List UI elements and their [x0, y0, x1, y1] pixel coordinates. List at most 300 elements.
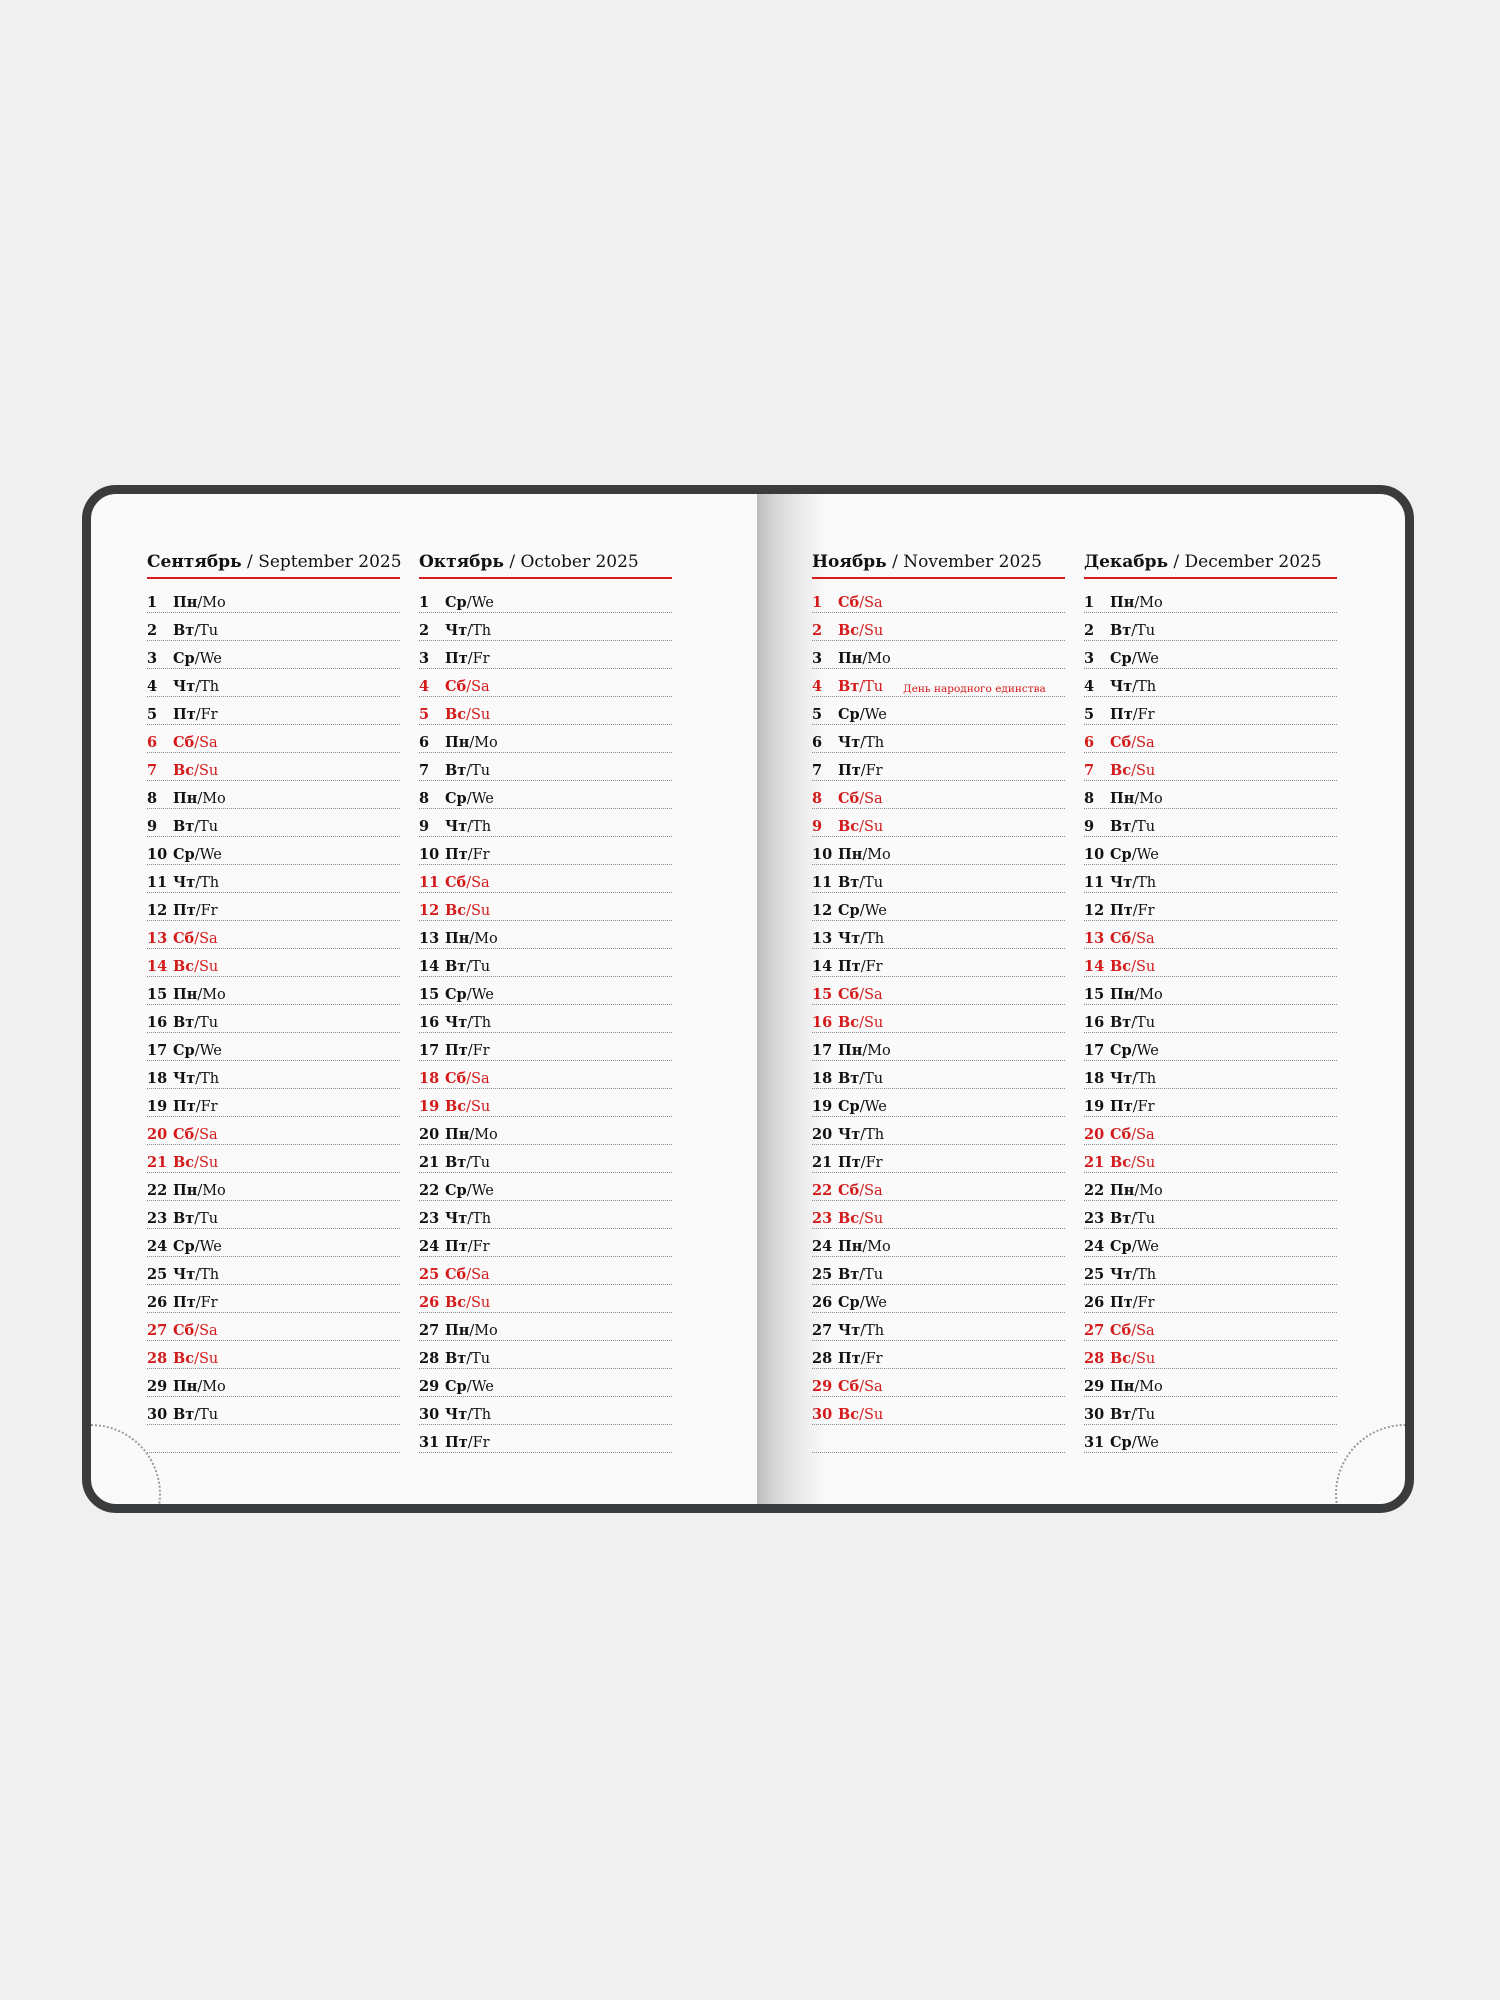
- weekday-ru: Ср: [445, 1182, 467, 1199]
- day-number: 18: [147, 1070, 168, 1087]
- weekday-en: /Mo: [469, 1323, 498, 1339]
- weekday-en: /Mo: [862, 847, 891, 863]
- planner-spread: [82, 485, 1414, 1513]
- day-row: [1084, 697, 1337, 725]
- day-number: 19: [1084, 1098, 1105, 1115]
- day-number: 10: [147, 846, 168, 863]
- day-number: 21: [419, 1154, 440, 1171]
- day-row: [147, 921, 400, 949]
- weekday-ru: Пт: [173, 902, 196, 919]
- weekday-ru: Вт: [445, 1154, 467, 1171]
- weekday-en: /Tu: [194, 819, 219, 835]
- day-number: 17: [1084, 1042, 1105, 1059]
- day-row: [812, 1257, 1065, 1285]
- weekday-en: /Su: [194, 1351, 219, 1367]
- weekday-ru: Сб: [1110, 1126, 1132, 1143]
- day-number: 10: [419, 846, 440, 863]
- weekday-ru: Ср: [173, 846, 195, 863]
- day-row: [812, 1033, 1065, 1061]
- weekday-ru: Вс: [838, 818, 860, 835]
- weekday-en: /Su: [1131, 1351, 1156, 1367]
- weekday-ru: Вт: [445, 1350, 467, 1367]
- day-number: 24: [419, 1238, 440, 1255]
- day-number: 25: [147, 1266, 168, 1283]
- day-row: [147, 1033, 400, 1061]
- weekday-en: /Fr: [1132, 1295, 1155, 1311]
- day-number: 1: [812, 594, 823, 611]
- day-number: 11: [419, 874, 440, 891]
- day-row: [812, 865, 1065, 893]
- left-page: [91, 494, 757, 1504]
- day-number: 6: [147, 734, 158, 751]
- weekday-en: /Th: [195, 1071, 220, 1087]
- weekday-en: /Tu: [1131, 623, 1156, 639]
- weekday-en: /Th: [1132, 1071, 1157, 1087]
- day-row: [812, 1201, 1065, 1229]
- day-number: 29: [812, 1378, 833, 1395]
- day-row: [812, 1173, 1065, 1201]
- weekday-en: /Mo: [197, 1379, 226, 1395]
- day-number: 9: [147, 818, 158, 835]
- weekday-ru: Пн: [173, 1182, 198, 1199]
- weekday-en: /Sa: [1131, 931, 1155, 947]
- day-row: [419, 1145, 672, 1173]
- day-row: [1084, 893, 1337, 921]
- day-number: 6: [419, 734, 430, 751]
- weekday-en: /Th: [195, 679, 220, 695]
- day-number: 29: [1084, 1378, 1105, 1395]
- day-number: 19: [147, 1098, 168, 1115]
- day-row: [147, 1397, 400, 1425]
- day-row: [419, 949, 672, 977]
- day-number: 1: [147, 594, 158, 611]
- day-number: 9: [1084, 818, 1095, 835]
- month-title-ru: Сентябрь: [147, 552, 242, 572]
- weekday-ru: Вс: [838, 1210, 860, 1227]
- day-row: [147, 697, 400, 725]
- weekday-en: /Su: [194, 763, 219, 779]
- day-number: 30: [812, 1406, 833, 1423]
- day-number: 10: [812, 846, 833, 863]
- weekday-ru: Сб: [173, 930, 195, 947]
- weekday-ru: Ср: [173, 650, 195, 667]
- day-row: [147, 725, 400, 753]
- day-number: 1: [1084, 594, 1095, 611]
- day-number: 14: [147, 958, 168, 975]
- day-number: 7: [419, 762, 430, 779]
- weekday-ru: Пн: [1110, 1182, 1135, 1199]
- weekday-ru: Чт: [445, 1210, 468, 1227]
- day-row: [147, 1341, 400, 1369]
- weekday-ru: Пт: [1110, 1294, 1133, 1311]
- weekday-ru: Вт: [1110, 622, 1132, 639]
- day-number: 8: [1084, 790, 1095, 807]
- weekday-ru: Ср: [445, 986, 467, 1003]
- day-row: [147, 1061, 400, 1089]
- day-row: [419, 1061, 672, 1089]
- day-number: 2: [419, 622, 430, 639]
- weekday-ru: Вт: [445, 958, 467, 975]
- weekday-ru: Сб: [838, 1378, 860, 1395]
- day-row: [147, 1005, 400, 1033]
- day-number: 21: [1084, 1154, 1105, 1171]
- day-row: [812, 837, 1065, 865]
- day-row: [812, 1061, 1065, 1089]
- day-number: 18: [419, 1070, 440, 1087]
- weekday-en: /We: [1131, 1435, 1159, 1451]
- weekday-ru: Ср: [838, 1098, 860, 1115]
- day-row: [1084, 1397, 1337, 1425]
- day-row: [419, 1397, 672, 1425]
- weekday-ru: Чт: [445, 1014, 468, 1031]
- weekday-en: /Sa: [194, 1127, 218, 1143]
- weekday-en: /Th: [195, 1267, 220, 1283]
- day-number: 15: [812, 986, 833, 1003]
- weekday-en: /Sa: [194, 735, 218, 751]
- weekday-ru: Чт: [173, 1070, 196, 1087]
- day-row: [1084, 1117, 1337, 1145]
- day-row: [812, 1117, 1065, 1145]
- day-number: 27: [419, 1322, 440, 1339]
- day-row: [419, 1089, 672, 1117]
- weekday-en: /Fr: [195, 1099, 218, 1115]
- day-number: 5: [419, 706, 430, 723]
- weekday-en: /We: [1131, 1043, 1159, 1059]
- day-row: [419, 1341, 672, 1369]
- weekday-ru: Пт: [838, 1350, 861, 1367]
- month-title: [419, 552, 672, 579]
- weekday-ru: Пн: [173, 594, 198, 611]
- day-row: [1084, 977, 1337, 1005]
- weekday-en: /Mo: [469, 931, 498, 947]
- weekday-ru: Ср: [838, 1294, 860, 1311]
- day-row: [419, 669, 672, 697]
- day-number: 8: [147, 790, 158, 807]
- weekday-en: /We: [859, 903, 887, 919]
- day-number: 17: [419, 1042, 440, 1059]
- weekday-en: /Fr: [860, 1351, 883, 1367]
- day-number: 8: [812, 790, 823, 807]
- weekday-ru: Пт: [838, 1154, 861, 1171]
- month-september: [147, 552, 400, 1453]
- weekday-ru: Сб: [445, 1266, 467, 1283]
- day-number: 30: [1084, 1406, 1105, 1423]
- weekday-en: /Sa: [1131, 1323, 1155, 1339]
- weekday-en: /Mo: [862, 1239, 891, 1255]
- month-title-ru: Декабрь: [1084, 552, 1168, 572]
- day-number: 31: [1084, 1434, 1105, 1451]
- day-row: [147, 1369, 400, 1397]
- weekday-en: /Tu: [859, 1071, 884, 1087]
- day-number: 11: [812, 874, 833, 891]
- day-row: [1084, 809, 1337, 837]
- weekday-en: /Tu: [1131, 1211, 1156, 1227]
- weekday-en: /Tu: [859, 1267, 884, 1283]
- weekday-en: /Fr: [1132, 1099, 1155, 1115]
- day-number: 12: [147, 902, 168, 919]
- weekday-en: /Su: [859, 1015, 884, 1031]
- weekday-en: /Fr: [467, 651, 490, 667]
- weekday-ru: Пн: [1110, 986, 1135, 1003]
- day-number: 15: [419, 986, 440, 1003]
- day-row: [147, 1201, 400, 1229]
- weekday-en: /Tu: [466, 1351, 491, 1367]
- day-row: [147, 1257, 400, 1285]
- day-row: [1084, 1229, 1337, 1257]
- day-number: 3: [1084, 650, 1095, 667]
- weekday-ru: Чт: [445, 622, 468, 639]
- weekday-ru: Вс: [1110, 1350, 1132, 1367]
- day-number: 12: [1084, 902, 1105, 919]
- weekday-ru: Чт: [838, 734, 861, 751]
- weekday-ru: Ср: [445, 1378, 467, 1395]
- day-number: 3: [147, 650, 158, 667]
- weekday-en: /Sa: [859, 1379, 883, 1395]
- weekday-ru: Пт: [445, 1042, 468, 1059]
- weekday-ru: Пт: [1110, 706, 1133, 723]
- day-number: 20: [1084, 1126, 1105, 1143]
- day-row: [419, 1033, 672, 1061]
- day-number: 28: [419, 1350, 440, 1367]
- day-number: 27: [812, 1322, 833, 1339]
- day-number: 28: [1084, 1350, 1105, 1367]
- day-number: 16: [1084, 1014, 1105, 1031]
- day-number: 22: [1084, 1182, 1105, 1199]
- day-number: 17: [812, 1042, 833, 1059]
- weekday-en: /Sa: [859, 791, 883, 807]
- weekday-ru: Вт: [838, 874, 860, 891]
- day-row: [419, 1257, 672, 1285]
- weekday-ru: Вт: [838, 678, 860, 695]
- weekday-en: /Fr: [195, 903, 218, 919]
- day-row: [419, 1285, 672, 1313]
- day-number: 22: [147, 1182, 168, 1199]
- day-row: [1084, 1285, 1337, 1313]
- day-row: [812, 1341, 1065, 1369]
- day-row: [147, 1229, 400, 1257]
- day-number: 8: [419, 790, 430, 807]
- day-row: [812, 669, 1065, 697]
- day-row: [147, 893, 400, 921]
- weekday-ru: Пн: [173, 986, 198, 1003]
- day-row: [419, 697, 672, 725]
- month-title: [812, 552, 1065, 579]
- weekday-ru: Вс: [1110, 1154, 1132, 1171]
- weekday-ru: Вс: [173, 958, 195, 975]
- day-number: 11: [1084, 874, 1105, 891]
- day-number: 26: [1084, 1294, 1105, 1311]
- day-number: 18: [812, 1070, 833, 1087]
- weekday-en: /Su: [859, 1211, 884, 1227]
- day-list: [812, 585, 1065, 1453]
- weekday-ru: Ср: [1110, 650, 1132, 667]
- weekday-ru: Сб: [173, 1322, 195, 1339]
- weekday-ru: Пт: [838, 958, 861, 975]
- day-row: [1084, 1173, 1337, 1201]
- day-number: 10: [1084, 846, 1105, 863]
- weekday-ru: Чт: [1110, 874, 1133, 891]
- weekday-ru: Вс: [838, 1014, 860, 1031]
- day-row: [147, 1089, 400, 1117]
- day-list: [147, 585, 400, 1453]
- weekday-en: /Fr: [467, 847, 490, 863]
- day-row: [147, 613, 400, 641]
- weekday-ru: Пн: [1110, 594, 1135, 611]
- day-row: [812, 1005, 1065, 1033]
- weekday-en: /Fr: [467, 1435, 490, 1451]
- day-number: 2: [147, 622, 158, 639]
- weekday-en: /We: [859, 1295, 887, 1311]
- day-number: 14: [419, 958, 440, 975]
- weekday-ru: Сб: [1110, 1322, 1132, 1339]
- month-title-en: / September 2025: [241, 552, 402, 572]
- day-row: [419, 809, 672, 837]
- weekday-en: /We: [194, 651, 222, 667]
- day-row: [1084, 669, 1337, 697]
- weekday-ru: Пт: [173, 1294, 196, 1311]
- day-number: 13: [147, 930, 168, 947]
- weekday-ru: Вт: [173, 1406, 195, 1423]
- weekday-en: /Su: [859, 623, 884, 639]
- day-row: [812, 1229, 1065, 1257]
- weekday-en: /Sa: [859, 595, 883, 611]
- day-number: 14: [812, 958, 833, 975]
- weekday-en: /Th: [467, 1015, 492, 1031]
- weekday-en: /Su: [1131, 959, 1156, 975]
- day-number: 27: [1084, 1322, 1105, 1339]
- day-number: 6: [1084, 734, 1095, 751]
- day-row: [812, 809, 1065, 837]
- weekday-en: /Mo: [469, 1127, 498, 1143]
- weekday-en: /We: [194, 1043, 222, 1059]
- weekday-en: /Su: [1131, 1155, 1156, 1171]
- day-number: 4: [1084, 678, 1095, 695]
- weekday-en: /Th: [467, 1407, 492, 1423]
- weekday-ru: Чт: [173, 678, 196, 695]
- day-number: 7: [812, 762, 823, 779]
- day-row: [812, 1313, 1065, 1341]
- weekday-ru: Сб: [445, 678, 467, 695]
- weekday-ru: Чт: [838, 930, 861, 947]
- month-december: [1084, 552, 1337, 1453]
- weekday-en: /Sa: [859, 987, 883, 1003]
- weekday-ru: Чт: [445, 818, 468, 835]
- day-number: 21: [812, 1154, 833, 1171]
- day-row: [419, 753, 672, 781]
- day-number: 13: [1084, 930, 1105, 947]
- day-row: [1084, 613, 1337, 641]
- weekday-en: /Su: [194, 1155, 219, 1171]
- weekday-ru: Чт: [445, 1406, 468, 1423]
- weekday-ru: Пн: [838, 650, 863, 667]
- weekday-ru: Чт: [173, 874, 196, 891]
- day-row: [419, 641, 672, 669]
- day-row: [419, 1201, 672, 1229]
- weekday-en: /Mo: [862, 651, 891, 667]
- weekday-ru: Вс: [445, 1098, 467, 1115]
- day-number: 17: [147, 1042, 168, 1059]
- day-number: 28: [147, 1350, 168, 1367]
- weekday-ru: Чт: [838, 1322, 861, 1339]
- month-title-en: / October 2025: [503, 552, 639, 572]
- day-number: 24: [1084, 1238, 1105, 1255]
- weekday-ru: Вс: [838, 1406, 860, 1423]
- day-number: 26: [812, 1294, 833, 1311]
- day-row: [812, 725, 1065, 753]
- weekday-en: /Th: [467, 1211, 492, 1227]
- weekday-ru: Пн: [173, 1378, 198, 1395]
- weekday-ru: Вт: [173, 622, 195, 639]
- weekday-en: /Sa: [466, 875, 490, 891]
- weekday-en: /Tu: [1131, 819, 1156, 835]
- day-number: 15: [1084, 986, 1105, 1003]
- weekday-en: /Th: [1132, 875, 1157, 891]
- day-row: [1084, 1425, 1337, 1453]
- weekday-en: /Mo: [1134, 1183, 1163, 1199]
- weekday-en: /Tu: [466, 959, 491, 975]
- weekday-ru: Ср: [1110, 1238, 1132, 1255]
- day-number: 16: [419, 1014, 440, 1031]
- day-number: 5: [1084, 706, 1095, 723]
- day-row: [419, 725, 672, 753]
- weekday-en: /Mo: [469, 735, 498, 751]
- day-row: [419, 613, 672, 641]
- day-number: 23: [1084, 1210, 1105, 1227]
- day-row: [419, 1229, 672, 1257]
- day-row: [147, 1313, 400, 1341]
- day-row: [419, 837, 672, 865]
- weekday-en: /Fr: [195, 1295, 218, 1311]
- weekday-en: /Tu: [859, 679, 884, 695]
- weekday-en: /Mo: [197, 595, 226, 611]
- day-row: [1084, 1369, 1337, 1397]
- weekday-en: /Mo: [1134, 791, 1163, 807]
- day-row: [147, 669, 400, 697]
- day-row: [147, 641, 400, 669]
- weekday-ru: Вт: [445, 762, 467, 779]
- weekday-ru: Ср: [838, 902, 860, 919]
- day-row: [812, 1089, 1065, 1117]
- day-row: [147, 809, 400, 837]
- day-number: 16: [147, 1014, 168, 1031]
- day-row: [812, 893, 1065, 921]
- day-row: [1084, 1061, 1337, 1089]
- day-row: [1084, 1201, 1337, 1229]
- day-number: 23: [419, 1210, 440, 1227]
- weekday-ru: Пт: [445, 1238, 468, 1255]
- day-row: [1084, 1313, 1337, 1341]
- day-row: [419, 1369, 672, 1397]
- weekday-ru: Пт: [445, 846, 468, 863]
- day-number: 3: [812, 650, 823, 667]
- weekday-ru: Пн: [445, 734, 470, 751]
- day-row: [419, 781, 672, 809]
- weekday-ru: Вс: [445, 902, 467, 919]
- day-number: 23: [147, 1210, 168, 1227]
- blank-row: [812, 1425, 1065, 1453]
- day-row: [1084, 1005, 1337, 1033]
- weekday-ru: Ср: [445, 594, 467, 611]
- weekday-en: /We: [466, 1379, 494, 1395]
- month-title-ru: Ноябрь: [812, 552, 887, 572]
- weekday-ru: Пт: [173, 1098, 196, 1115]
- weekday-ru: Пт: [1110, 1098, 1133, 1115]
- day-number: 21: [147, 1154, 168, 1171]
- weekday-ru: Вт: [838, 1266, 860, 1283]
- weekday-en: /Tu: [1131, 1015, 1156, 1031]
- weekday-en: /We: [466, 791, 494, 807]
- right-page: [757, 494, 1405, 1504]
